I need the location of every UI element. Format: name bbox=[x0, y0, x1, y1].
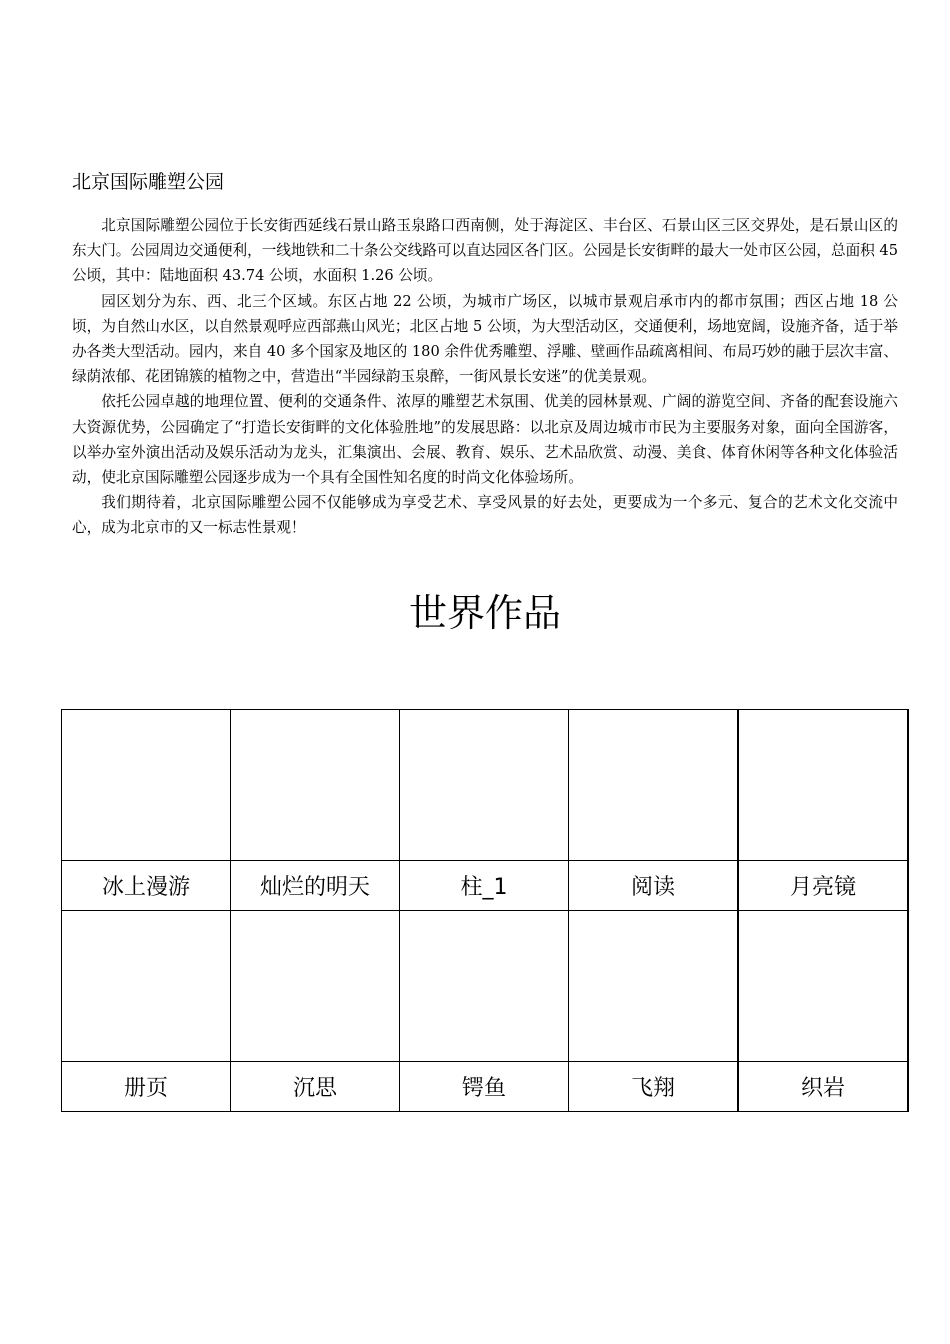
artwork-image-cell bbox=[738, 710, 908, 861]
artwork-label bbox=[400, 861, 569, 911]
label-row bbox=[62, 861, 909, 911]
paragraph-vision: 我们期待着，北京国际雕塑公园不仅能够成为享受艺术、享受风景的好去处，更要成为一个多元、复合的艺术文化交流中心，成为北京市的又一标志性景观！ bbox=[72, 494, 898, 537]
artwork-image-cell bbox=[569, 710, 739, 861]
artwork-label: 册页 bbox=[62, 1062, 231, 1112]
artwork-label: 月亮镜 bbox=[738, 861, 908, 911]
artwork-image-cell bbox=[400, 911, 569, 1062]
artwork-image-cell bbox=[62, 710, 231, 861]
section-title-world-works: 世界作品 bbox=[408, 591, 561, 635]
artwork-label: 灿烂的明天 bbox=[231, 861, 400, 911]
artwork-label: 飞翔 bbox=[569, 1062, 739, 1112]
intro-text bbox=[72, 213, 898, 541]
paragraph-zones: 园区划分为东、西、北三个区域。东区占地 22 公顷，为城市广场区，以城市景观启承市内的都市氛围；西区占地 18 公顷，为自然山水区，以自然景观呼应西部燕山风光；北区占地 5 公顷，为大型活动区，交通便利，场地宽阔，设施齐备，适于举办各类大型活动。园内，来自 40 多个国家及地区的 180 余件优秀雕塑、浮雕、壁画作品疏离相间、布局巧妙的融于层次丰富、绿荫浓郁、花团锦簇的植物之中，营造出“半园绿韵玉泉醉，一街风景长安迷”的优美景观。 bbox=[72, 292, 898, 386]
artwork-image-cell bbox=[569, 911, 739, 1062]
image-row bbox=[62, 911, 909, 1062]
artwork-image-cell bbox=[62, 911, 231, 1062]
paragraph-location: 北京国际雕塑公园位于长安街西延线石景山路玉泉路口西南侧，处于海淀区、丰台区、石景山区三区交界处，是石景山区的东大门。公园周边交通便利，一线地铁和二十条公交线路可以直达园区各门区。公园是长安街畔的最大一处市区公园，总面积 45 公顷，其中：陆地面积 43.74 公顷，水面积 1.26 公顷。 bbox=[72, 217, 898, 285]
artwork-label-text: 柱_1 bbox=[460, 875, 508, 900]
artwork-label: 锷鱼 bbox=[400, 1062, 569, 1112]
artwork-image-cell bbox=[400, 710, 569, 861]
page-title: 北京国际雕塑公园 bbox=[72, 171, 225, 193]
paragraph-development: 依托公园卓越的地理位置、便利的交通条件、浓厚的雕塑艺术氛围、优美的园林景观、广阔的游览空间、齐备的配套设施六大资源优势，公园确定了“打造长安街畔的文化体验胜地”的发展思路：以北京及周边城市市民为主要服务对象，面向全国游客，以举办室外演出活动及娱乐活动为龙头，汇集演出、会展、教育、娱乐、艺术品欣赏、动漫、美食、体育休闲等各种文化体验活动，使北京国际雕塑公园逐步成为一个具有全国性知名度的时尚文化体验场所。 bbox=[72, 393, 898, 487]
artwork-label: 织岩 bbox=[738, 1062, 908, 1112]
works-grid bbox=[61, 709, 909, 1112]
artwork-image-cell bbox=[738, 911, 908, 1062]
artwork-label: 冰上漫游 bbox=[62, 861, 231, 911]
image-row bbox=[62, 710, 909, 861]
label-row bbox=[62, 1062, 909, 1112]
artwork-image-cell bbox=[231, 710, 400, 861]
artwork-label: 沉思 bbox=[231, 1062, 400, 1112]
artwork-label: 阅读 bbox=[569, 861, 739, 911]
artwork-image-cell bbox=[231, 911, 400, 1062]
